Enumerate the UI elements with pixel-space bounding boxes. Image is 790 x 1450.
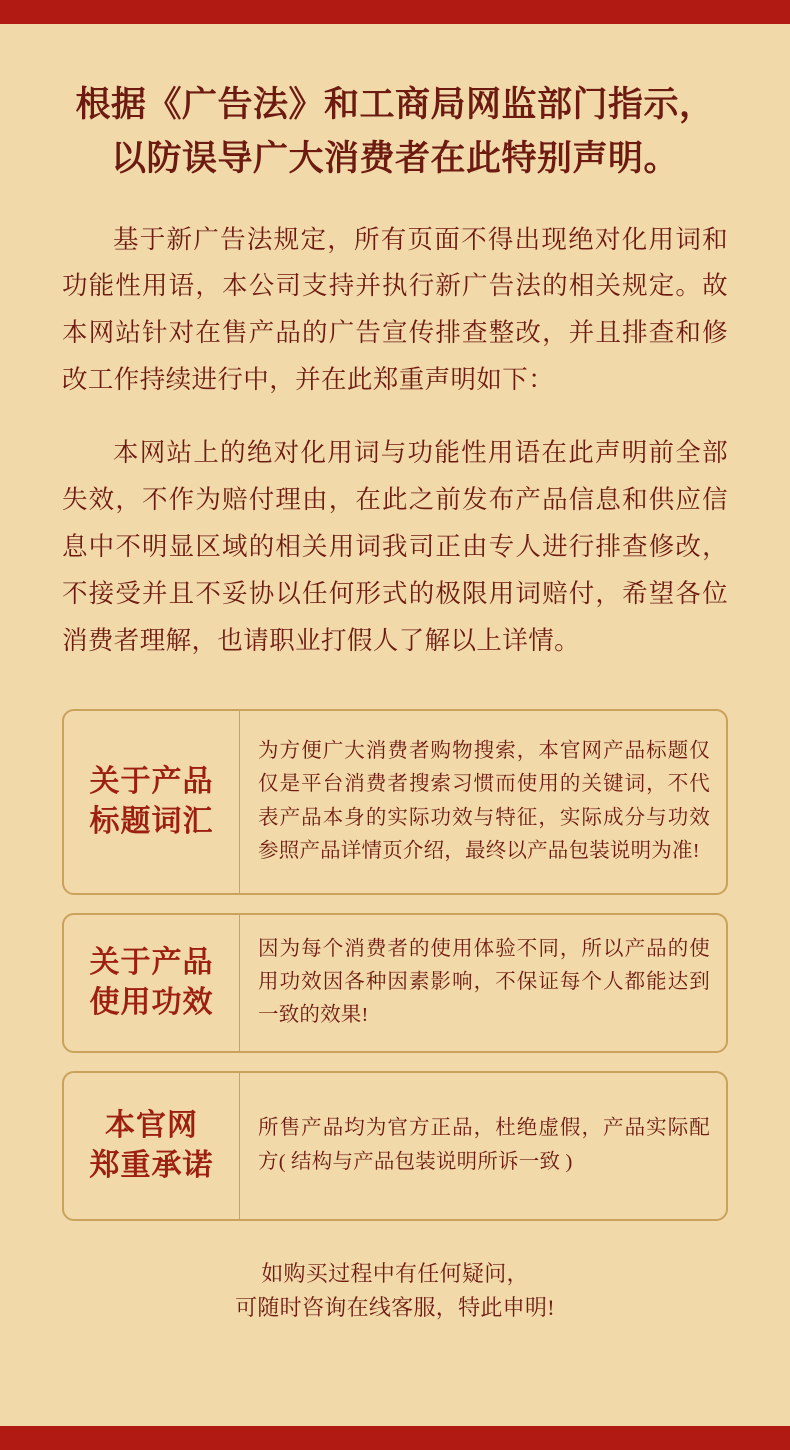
page-title-line-1: 根据《广告法》和工商局网监部门指示， <box>75 85 715 124</box>
card-product-title-words <box>62 709 728 895</box>
card-product-effect <box>62 913 728 1053</box>
card-body: 为方便广大消费者购物搜索，本官网产品标题仅仅是平台消费者搜索习惯而使用的关键词，不代表产品本身的实际功效与特征，实际成分与功效参照产品详情页介绍，最终以产品包装说明为准! <box>258 740 710 862</box>
page-title-line-2: 以防误导广大消费者在此特别声明。 <box>110 139 679 179</box>
card-body: 所售产品均为官方正品，杜绝虚假，产品实际配方( 结构与产品包装说明所诉一致 ) <box>258 1117 710 1173</box>
card-title <box>64 1073 240 1219</box>
top-red-bar <box>0 0 790 24</box>
card-title-line-2: 郑重承诺 <box>89 1148 214 1182</box>
card-title <box>64 915 240 1051</box>
paragraph-1: 基于新广告法规定，所有页面不得出现绝对化用词和功能性用语，本公司支持并执行新广告法的相关规定。故本网站针对在售产品的广告宣传排查整改，并且排查和修改工作持续进行中，并在此郑重声明如下： <box>62 224 728 395</box>
card-list <box>62 665 728 1221</box>
card-official-promise <box>62 1071 728 1221</box>
bottom-red-bar <box>0 1426 790 1450</box>
footer-line-2: 可随时咨询在线客服，特此申明! <box>235 1294 555 1320</box>
footer-line-1: 如购买过程中有任何疑问， <box>261 1260 529 1286</box>
paragraph-2: 本网站上的绝对化用词与功能性用语在此声明前全部失效，不作为赔付理由，在此之前发布产品信息和供应信息中不明显区域的相关用词我司正由专人进行排查修改，不接受并且不妥协以任何形式的极限用词赔付，希望各位消费者理解，也请职业打假人了解以上详情。 <box>62 438 728 655</box>
page-title <box>62 24 728 187</box>
card-body: 因为每个消费者的使用体验不同，所以产品的使用功效因各种因素影响，不保证每个人都能达到一致的效果! <box>258 937 710 1027</box>
disclaimer-panel <box>0 24 790 1426</box>
card-title-line-1: 本官网 <box>105 1109 198 1143</box>
card-title-line-2: 使用功效 <box>89 985 214 1019</box>
card-title <box>64 711 240 893</box>
card-title-line-2: 标题词汇 <box>89 804 214 838</box>
footer-note <box>62 1239 728 1325</box>
card-title-line-1: 关于产品 <box>89 946 214 980</box>
card-title-line-1: 关于产品 <box>89 765 214 799</box>
